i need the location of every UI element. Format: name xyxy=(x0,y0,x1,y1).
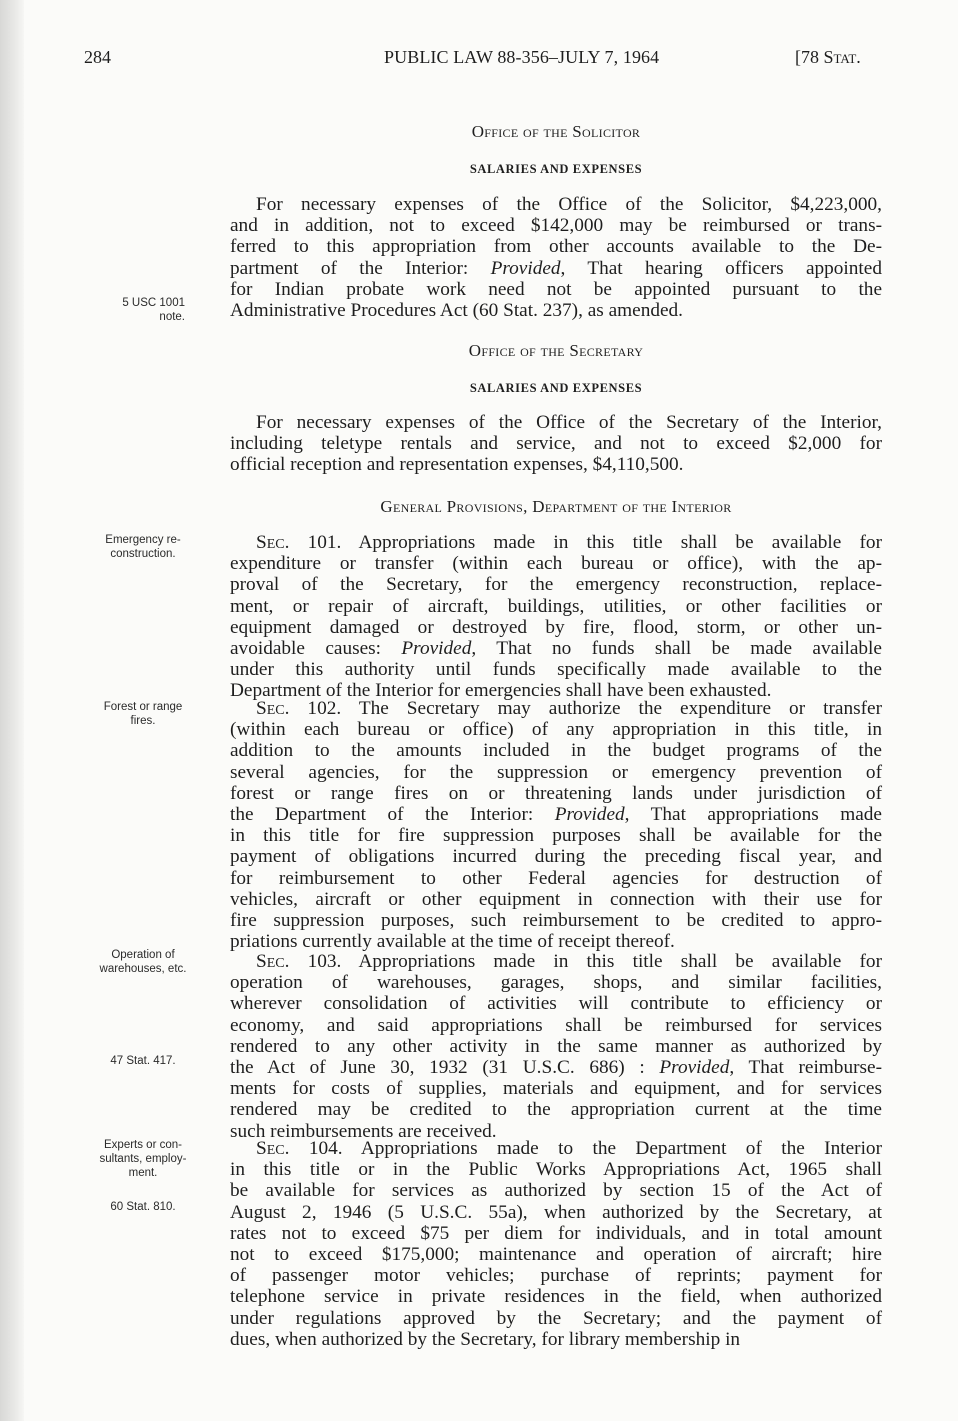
text-line: rendered may be credited to the appropriation current at the time xyxy=(230,1099,882,1121)
text-line: in this title for fire suppression purposes shall be available for the xyxy=(230,825,882,847)
text-fragment: partment of the Interior: xyxy=(230,257,491,279)
text-fragment: the Act of June 30, 1932 (31 U.S.C. 686) : xyxy=(230,1057,660,1079)
text-line: For necessary expenses of the Office of the Secretary of the Interior, xyxy=(256,412,882,433)
statute-volume: [78 xyxy=(795,47,824,67)
margin-note-line: sultants, employ- xyxy=(99,1153,187,1165)
text-line: equipment damaged or destroyed by fire, flood, storm, or other un- xyxy=(230,616,882,638)
text-line: operation of warehouses, garages, shops, and similar facilities, xyxy=(230,972,882,994)
heading-general-provisions: General Provisions, Department of the Interior xyxy=(380,497,732,516)
margin-note-line: Forest or range xyxy=(103,701,183,713)
margin-note-line: construction. xyxy=(110,548,176,560)
text-line: Administrative Procedures Act (60 Stat. 237), as amended. xyxy=(230,300,684,322)
page-number: 284 xyxy=(84,47,111,67)
margin-note-5-usc-1001 xyxy=(60,296,185,324)
text-line: wherever consolidation of activities will contribute to efficiency or xyxy=(230,993,882,1015)
proviso-word: Provided xyxy=(490,257,561,279)
text-line: official reception and representation expenses, $4,110,500. xyxy=(230,454,684,476)
text-line: ments for costs of supplies, materials and equipment, and for services xyxy=(230,1078,882,1100)
text-line: vehicles, aircraft or other equipment in connection with their use for xyxy=(230,888,882,910)
section-104 xyxy=(230,1138,882,1350)
page-scan-edge xyxy=(0,0,24,1421)
text-line: under regulations approved by the Secretary; and the payment of xyxy=(230,1307,882,1329)
text-line: ment, or repair of aircraft, buildings, utilities, or other facilities or xyxy=(230,595,882,617)
margin-note-warehouses xyxy=(78,948,208,976)
text-line xyxy=(230,258,882,279)
text-line: of passenger motor vehicles; purchase of reprints; payment for xyxy=(230,1265,882,1287)
section-103 xyxy=(230,951,882,1142)
paragraph-solicitor xyxy=(230,194,882,321)
proviso-word: Provided xyxy=(401,638,472,660)
section-label: Sec. xyxy=(256,1138,290,1159)
text-fragment: avoidable causes: xyxy=(230,638,402,660)
paragraph-secretary xyxy=(230,412,882,476)
section-label: Sec. xyxy=(256,951,290,972)
proviso-word: Provided xyxy=(659,1057,730,1079)
text-fragment: 104. Appropriations made to the Department of the Interior xyxy=(289,1138,882,1159)
text-line xyxy=(230,698,882,719)
margin-note-60-stat-810 xyxy=(78,1200,208,1214)
statute-word: Stat. xyxy=(823,47,861,67)
text-line: under this authority until funds specifically made available to the xyxy=(230,659,882,681)
text-line xyxy=(230,951,882,972)
text-line: rendered to any other activity in the same manner as authorized by xyxy=(230,1035,882,1057)
text-fragment: , That hearing officers appointed xyxy=(560,257,882,279)
text-line: ferred to this appropriation from other accounts available to the De- xyxy=(230,236,882,258)
text-line: telephone service in private residences in the field, when authorized xyxy=(230,1286,882,1308)
text-line: forest or range fires on or threatening lands under jurisdiction of xyxy=(230,782,882,804)
text-fragment: 103. Appropriations made in this title shall be available for xyxy=(289,951,882,972)
text-line: (within each bureau or office) of any appropriation in this title, in xyxy=(230,719,882,741)
section-101 xyxy=(230,532,882,702)
margin-note-line: ment. xyxy=(128,1167,158,1179)
margin-note-forest-fires xyxy=(78,700,208,728)
section-102 xyxy=(230,698,882,952)
section-label: Sec. xyxy=(256,698,290,719)
text-line: for reimbursement to other Federal agencies for destruction of xyxy=(230,867,882,889)
text-line: For necessary expenses of the Office of the Solicitor, $4,223,000, xyxy=(256,194,882,215)
margin-note-emergency xyxy=(78,533,208,561)
text-fragment: , That appropriations made xyxy=(624,804,882,826)
text-line: several agencies, for the suppression or emergency prevention of xyxy=(230,761,882,783)
text-fragment: 101. Appropriations made in this title shall be available for xyxy=(289,532,882,553)
margin-note-line: fires. xyxy=(130,715,156,727)
text-line: expenditure or transfer (within each bureau or office), with the ap- xyxy=(230,553,882,575)
section-label: Sec. xyxy=(256,532,290,553)
text-line: and in addition, not to exceed $142,000 may be reimbursed or trans- xyxy=(230,215,882,237)
text-line: such reimbursements are received. xyxy=(230,1120,497,1142)
page-header xyxy=(0,34,958,67)
text-fragment: , That no funds shall be made available xyxy=(471,638,882,660)
text-line xyxy=(230,1138,882,1159)
subheading-salaries-expenses-secretary: SALARIES AND EXPENSES xyxy=(469,381,643,395)
text-line xyxy=(230,532,882,553)
heading-office-of-secretary: Office of the Secretary xyxy=(468,341,644,360)
margin-note-line: warehouses, etc. xyxy=(99,963,187,975)
text-line: fire suppression purposes, such reimbursement to be credited to appro- xyxy=(230,910,882,932)
text-line: priations currently available at the time of receipt thereof. xyxy=(230,931,675,953)
text-line: economy, and said appropriations shall be reimbursed for services xyxy=(230,1014,882,1036)
margin-note-line: note. xyxy=(159,311,185,323)
text-line: including teletype rentals and service, and not to exceed $2,000 for xyxy=(230,433,882,455)
text-line: proval of the Secretary, for the emergency reconstruction, replace- xyxy=(230,574,882,596)
text-line: dues, when authorized by the Secretary, for library membership in xyxy=(230,1328,741,1350)
margin-note-line: 60 Stat. 810. xyxy=(110,1201,176,1213)
running-title: PUBLIC LAW 88-356–JULY 7, 1964 xyxy=(384,47,660,67)
margin-note-experts xyxy=(78,1138,208,1180)
text-line xyxy=(230,638,882,659)
margin-note-47-stat-417 xyxy=(78,1054,208,1068)
text-fragment: , That reimburse- xyxy=(729,1057,882,1079)
heading-office-of-solicitor: Office of the Solicitor xyxy=(471,122,641,141)
text-fragment: the Department of the Interior: xyxy=(230,804,555,826)
text-line: not to exceed $175,000; maintenance and operation of aircraft; hire xyxy=(230,1244,882,1266)
proviso-word: Provided xyxy=(554,804,625,826)
margin-note-line: Emergency re- xyxy=(105,534,181,546)
text-line xyxy=(230,1057,882,1078)
text-fragment: 102. The Secretary may authorize the expenditure or transfer xyxy=(289,698,882,719)
subheading-salaries-expenses-solicitor: SALARIES AND EXPENSES xyxy=(469,162,643,176)
margin-note-line: 5 USC 1001 xyxy=(122,297,185,309)
text-line: for Indian probate work need not be appointed pursuant to the xyxy=(230,278,882,300)
margin-note-line: Experts or con- xyxy=(104,1139,182,1151)
statute-reference xyxy=(795,47,861,68)
text-line: Department of the Interior for emergencies shall have been exhausted. xyxy=(230,680,772,702)
text-line: in this title or in the Public Works Appropriations Act, 1965 shall xyxy=(230,1159,882,1181)
text-line: addition to the amounts included in the budget programs of the xyxy=(230,740,882,762)
margin-note-line: 47 Stat. 417. xyxy=(110,1055,176,1067)
text-line: be available for services as authorized by section 15 of the Act of xyxy=(230,1180,882,1202)
text-line xyxy=(230,804,882,825)
text-line: rates not to exceed $75 per diem for individuals, and in total amount xyxy=(230,1222,882,1244)
margin-note-line: Operation of xyxy=(111,949,175,961)
text-line: August 2, 1946 (5 U.S.C. 55a), when authorized by the Secretary, at xyxy=(230,1201,882,1223)
text-line: payment of obligations incurred during the preceding fiscal year, and xyxy=(230,846,882,868)
